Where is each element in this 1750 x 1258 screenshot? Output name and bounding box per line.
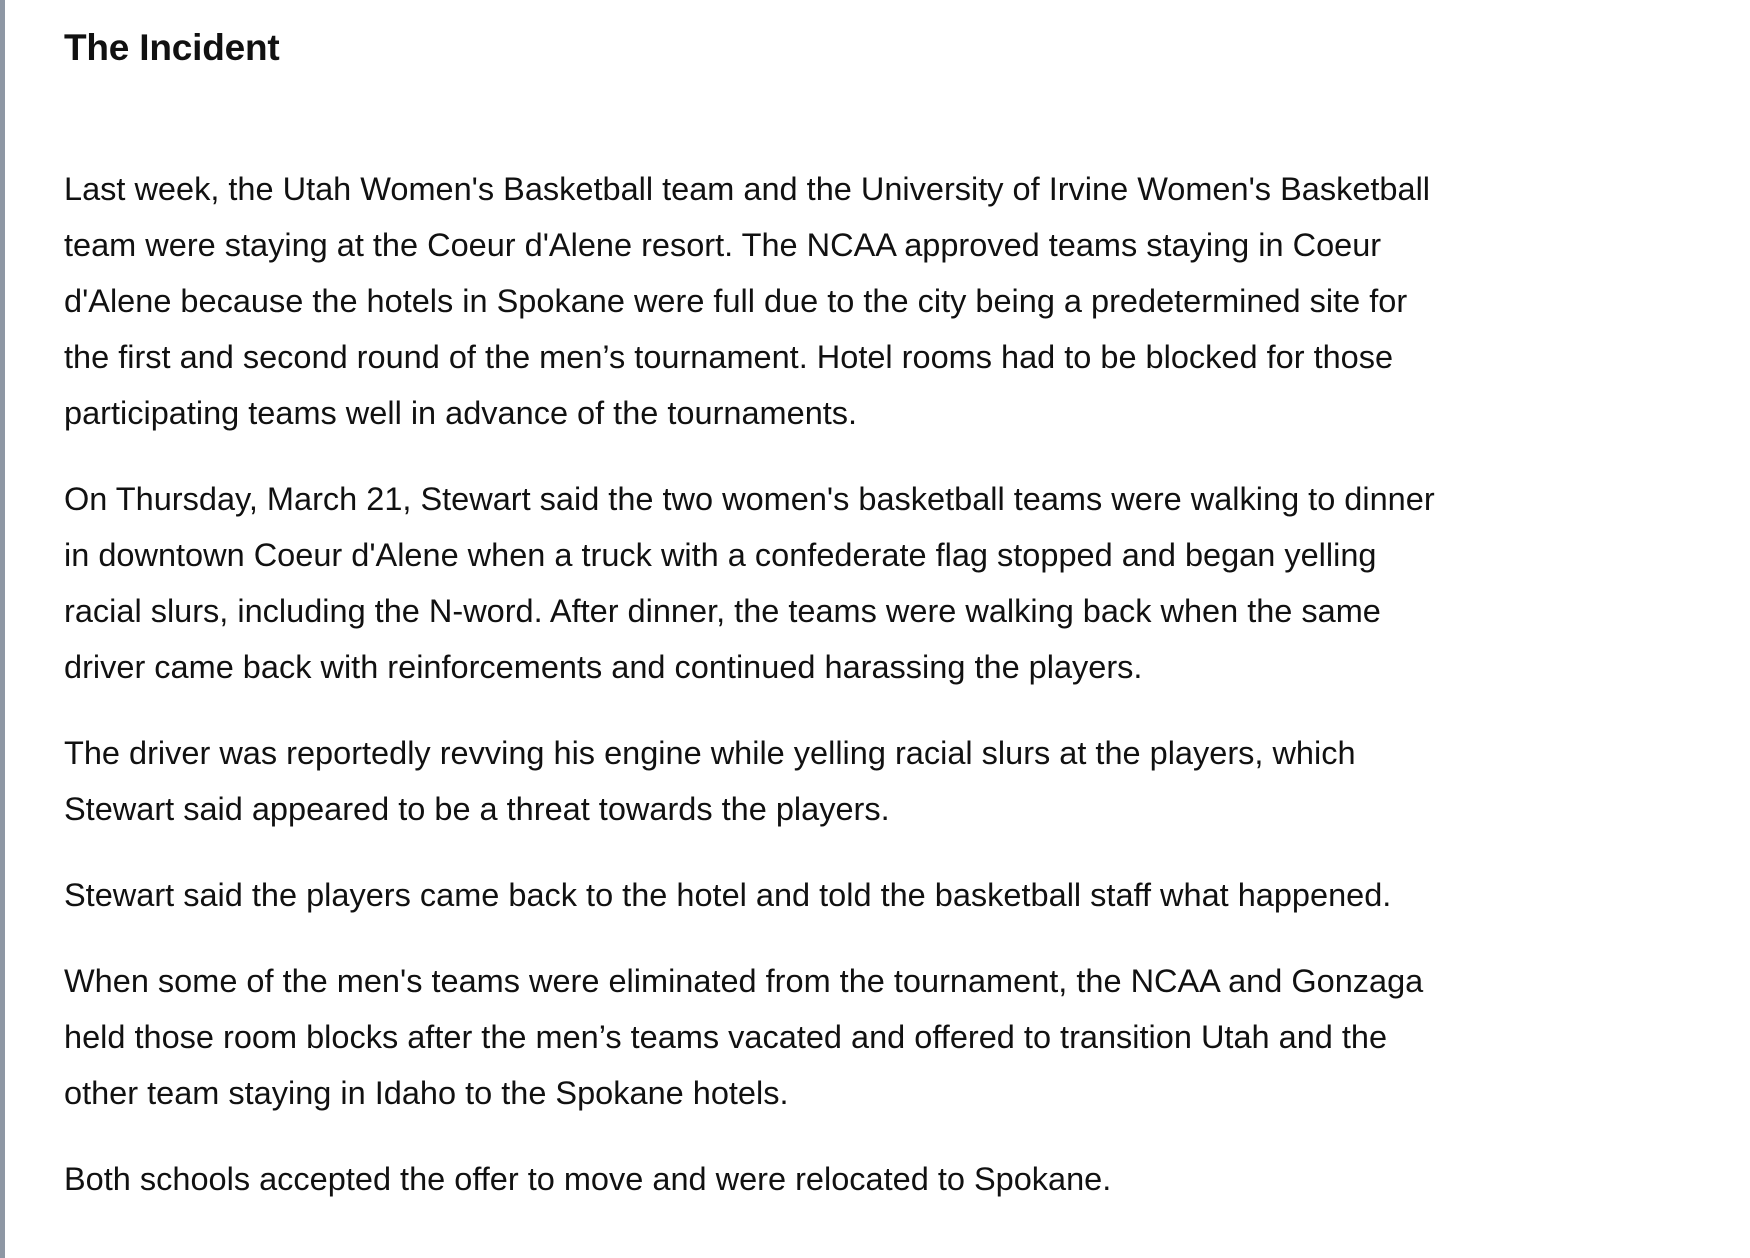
paragraph-line: participating teams well in advance of the tournaments. [64,395,858,431]
article-paragraph [64,1151,1564,1207]
paragraph-line: driver came back with reinforcements and continued harassing the players. [64,649,1143,685]
paragraph-line: Both schools accepted the offer to move and were relocated to Spokane. [64,1161,1112,1197]
paragraph-line: When some of the men's teams were eliminated from the tournament, the NCAA and Gonzaga [64,963,1424,999]
section-heading: The Incident [64,27,280,68]
article-paragraph [64,161,1564,441]
article-body [64,161,1564,1207]
paragraph-line: racial slurs, including the N-word. After dinner, the teams were walking back when the same [64,593,1381,629]
paragraph-line: The driver was reportedly revving his engine while yelling racial slurs at the players, which [64,735,1356,771]
article-section [64,20,1564,1237]
paragraph-line: in downtown Coeur d'Alene when a truck with a confederate flag stopped and began yelling [64,537,1377,573]
paragraph-line: other team staying in Idaho to the Spokane hotels. [64,1075,789,1111]
paragraph-line: the first and second round of the men’s tournament. Hotel rooms had to be blocked for those [64,339,1394,375]
paragraph-line: Stewart said the players came back to the hotel and told the basketball staff what happened. [64,877,1392,913]
article-paragraph [64,953,1564,1121]
paragraph-line: Stewart said appeared to be a threat towards the players. [64,791,890,827]
left-border-rule [0,0,5,1258]
article-paragraph [64,471,1564,695]
article-paragraph [64,725,1564,837]
paragraph-line: held those room blocks after the men’s teams vacated and offered to transition Utah and the [64,1019,1388,1055]
paragraph-line: On Thursday, March 21, Stewart said the two women's basketball teams were walking to dinner [64,481,1435,517]
paragraph-line: d'Alene because the hotels in Spokane were full due to the city being a predetermined site for [64,283,1408,319]
paragraph-line: Last week, the Utah Women's Basketball team and the University of Irvine Women's Basketball [64,171,1431,207]
paragraph-line: team were staying at the Coeur d'Alene resort. The NCAA approved teams staying in Coeur [64,227,1382,263]
article-paragraph [64,867,1564,923]
